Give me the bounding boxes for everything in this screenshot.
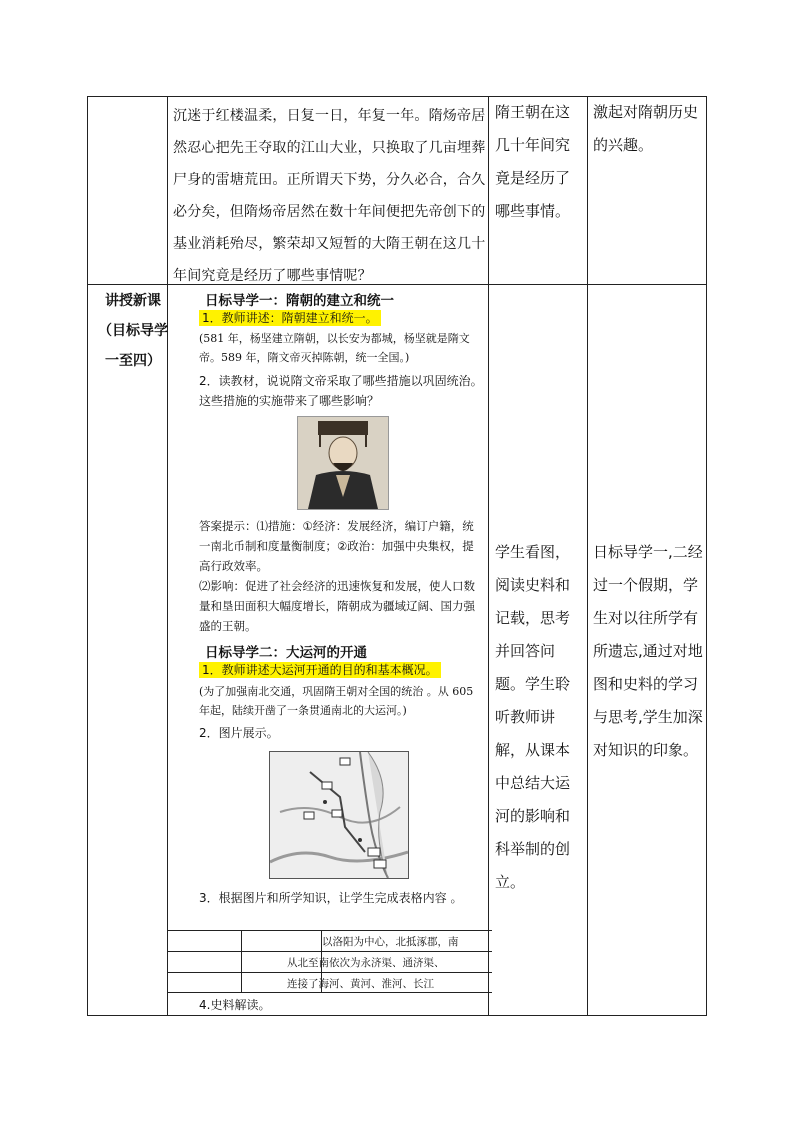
goal2-item2: 2．图片展示。: [199, 726, 279, 740]
subtable-divider: [241, 930, 242, 993]
sui-emperor-portrait: [297, 416, 389, 510]
subtable-line: [167, 930, 492, 931]
intro-narrative: 沉迷于红楼温柔，日复一日，年复一年。隋炀帝居然忍心把先王夺取的江山大业，只换取了几亩埋葬尸身的雷塘荒田。正所谓天下势，分久必合，合久必分矣，但隋炀帝居然在数十年间便把先帝创下的基业消耗殆尽，繁荣却又短暂的大隋王朝在这几十年间究竟是经历了哪些事情呢？: [173, 108, 486, 284]
subtable-row-center: 以洛阳为中心，北抵涿郡，南: [322, 936, 459, 948]
column-divider: [587, 96, 588, 1016]
highlight-item3: 1．教师讲述大运河开通的目的和基本概况。: [199, 662, 441, 678]
lesson-student-activity: 学生看图，阅读史料和记载，思考并回答问题。学生聆听教师讲解，从课本中总结大运河的影响和科举制的创立。: [495, 543, 571, 891]
intro-student-activity: 隋王朝在这几十年间究竟是经历了哪些事情。: [495, 103, 571, 220]
table-border-bottom: [87, 1015, 707, 1016]
row-label-lesson: 讲授新课（目标导学一至四）: [98, 293, 168, 369]
goal1-answer-impact: ⑵影响：促进了社会经济的迅速恢复和发展，使人口数量和垦田面积大幅度增长，隋朝成为疆域辽阔、国力强盛的王朝。: [199, 579, 475, 633]
subtable-row-sections: 从北至南依次为永济渠、通济渠、: [287, 957, 445, 969]
goal2-heading: 日标导学二：大运河的开通: [205, 645, 367, 661]
table-border-left: [87, 96, 88, 1016]
goal1-item1-note: (581 年，杨坚建立隋朝，以长安为都城，杨坚就是隋文帝。589 年，隋文帝灭掉陈朝，统一全国。): [199, 332, 470, 364]
goal1-answer-measures: 答案提示：⑴措施：①经济：发展经济，编订户籍，统一南北币制和度量衡制度；②政治：加强中央集权，提高行政效率。: [199, 519, 474, 573]
goal2-item3: 3．根据图片和所学知识，让学生完成表格内容 。: [199, 891, 463, 905]
goal1-heading: 日标导学一：隋朝的建立和统一: [205, 293, 394, 309]
lesson-plan-table: [87, 96, 707, 1016]
subtable-line: [167, 951, 492, 952]
subtable-line: [167, 972, 492, 973]
goal2-item1-note: (为了加强南北交通，巩固隋王朝对全国的统治 。从 605 年起，陆续开凿了一条贯通南北的大运河。): [199, 685, 474, 717]
canal-summary-table: [167, 930, 492, 993]
goal1-item1: [199, 308, 381, 328]
subtable-line: [167, 992, 492, 993]
table-border-right: [706, 96, 707, 1016]
goal2-item1: [199, 660, 441, 680]
intro-design-purpose: 激起对隋朝历史的兴趣。: [593, 103, 699, 154]
goal2-item4: 4.史料解读。: [199, 998, 271, 1012]
grand-canal-map: [269, 751, 409, 879]
lesson-design-purpose: 日标导学一,二经过一个假期，学生对以往所学有所遗忘,通过对地图和史料的学习与思考,学生加深对知识的印象。: [593, 543, 703, 759]
column-divider: [167, 96, 168, 1016]
goal1-item2: 2．读教材，说说隋文帝采取了哪些措施以巩固统治。这些措施的实施带来了哪些影响？: [199, 374, 483, 408]
highlight-item1: 1．教师讲述：隋朝建立和统一。: [199, 310, 381, 326]
subtable-row-rivers: 连接了海河、黄河、淮河、长江: [287, 978, 434, 990]
